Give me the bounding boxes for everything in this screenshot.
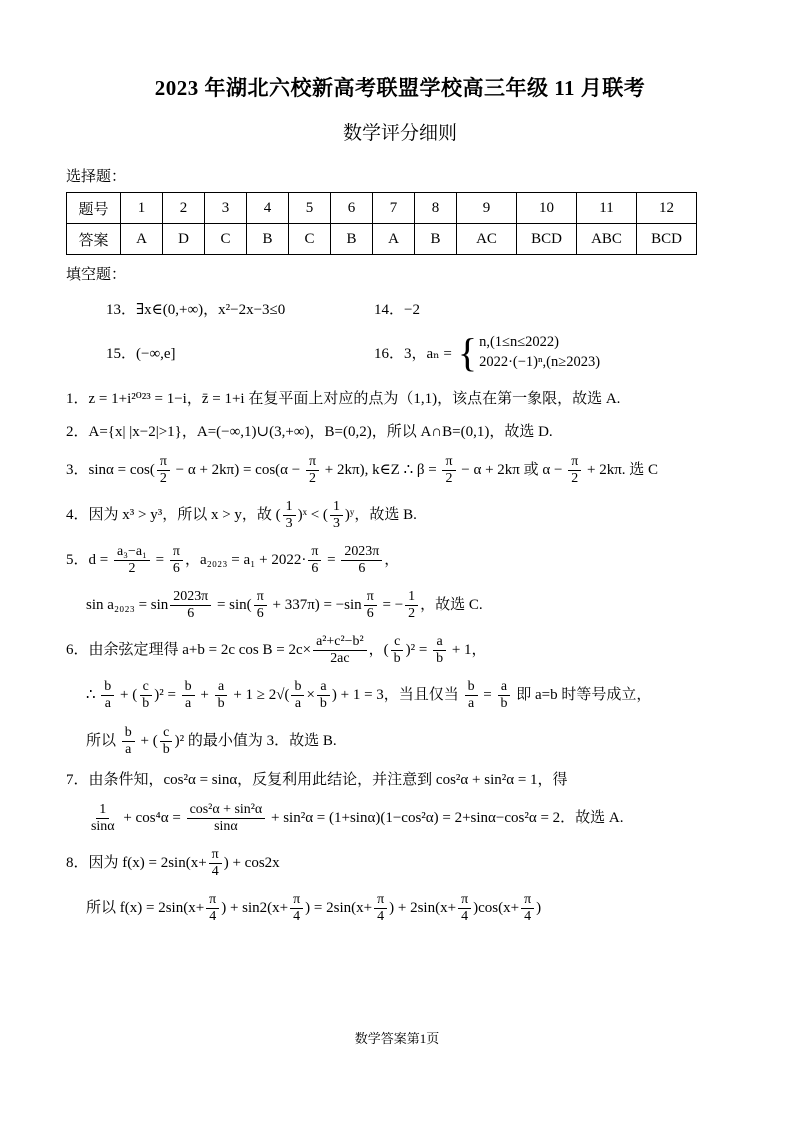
answers-row bbox=[67, 224, 697, 255]
table-cell: 9 bbox=[457, 193, 517, 224]
solution-line: 1．z = 1+i²⁰²³ = 1−i，z̄ = 1+i 在复平面上对应的点为（1,1)，该点在第一象限，故选 A. bbox=[66, 391, 621, 408]
table-cell: 答案 bbox=[67, 224, 121, 255]
page-footer: 数学答案第1页 bbox=[354, 1031, 440, 1046]
fill-answer-16-prefix: 16．3，aₙ = bbox=[374, 346, 452, 363]
table-cell: 3 bbox=[205, 193, 247, 224]
table-cell: 1 bbox=[121, 193, 163, 224]
solution-line: 所以 $\frac{b}{a}$ + ( $\frac{c}{b}$ )² 的最小值为 3．故选 B. bbox=[86, 724, 337, 757]
solution-line: 6．由余弦定理得 a+b = 2c cos B = 2c× $\frac{\text{a²+c²−b²}}{2ac}$ ，( $\frac{c}{b}$ )² = $\frac{a}{b}$ + 1， bbox=[66, 634, 487, 667]
table-cell: 6 bbox=[331, 193, 373, 224]
table-cell: 12 bbox=[637, 193, 697, 224]
table-cell: ABC bbox=[577, 224, 637, 255]
table-cell: C bbox=[289, 224, 331, 255]
solution-line: ∴ $\frac{b}{a}$ + ( $\frac{c}{b}$ )² = $\frac{b}{a}$ + $\frac{a}{b}$ + 1 ≥ 2√( $\frac{b}{a}$ × $\frac{a}{b}$ ) + 1 = 3，当且仅当 $\frac{b}{a}$ = $\frac{a}{b}$ 即 a=b 时等号成立， bbox=[86, 679, 652, 712]
solution-7 bbox=[66, 769, 734, 837]
fill-section-label: 填空题： bbox=[66, 267, 127, 283]
left-brace: { bbox=[457, 329, 478, 375]
table-cell: BCD bbox=[517, 224, 577, 255]
solution-3 bbox=[66, 453, 734, 488]
case-top: n,(1≤n≤2022) bbox=[479, 334, 560, 350]
solution-line: sin a₂₀₂₃ = sin $\frac{2023\pi}{6}$ = sin( $\frac{\pi}{6}$ + 337π) = −sin $\frac{\pi}{6}$ = − $\frac{1}{2}$ ，故选 C. bbox=[86, 589, 483, 622]
table-cell: AC bbox=[457, 224, 517, 255]
fill-answer-13: 13．∃x∈(0,+∞)，x²−2x−3≤0 bbox=[106, 302, 286, 318]
table-cell: B bbox=[415, 224, 457, 255]
solution-5 bbox=[66, 543, 734, 623]
solution-4 bbox=[66, 498, 734, 533]
table-cell: 8 bbox=[415, 193, 457, 224]
fill-row-1 bbox=[66, 298, 734, 319]
table-cell: A bbox=[373, 224, 415, 255]
solution-line: 2．A={x| |x−2|>1}，A=(−∞,1)∪(3,+∞)，B=(0,2)，所以 A∩B=(0,1)，故选 D. bbox=[66, 423, 553, 440]
table-cell: 7 bbox=[373, 193, 415, 224]
fill-answer-16 bbox=[374, 329, 601, 375]
choice-section-label: 选择题： bbox=[66, 169, 127, 185]
solution-line: 所以 f(x) = 2sin(x+ $\frac{\pi}{4}$ ) + sin2(x+ $\frac{\pi}{4}$ ) = 2sin(x+ $\frac{\pi}{4}$ ) + 2sin(x+ $\frac{\pi}{4}$ )cos(x+ $\frac{\pi}{4}$ ) bbox=[86, 892, 542, 925]
piecewise-cases bbox=[457, 329, 601, 375]
page-subtitle: 数学评分细则 bbox=[342, 123, 457, 144]
solution-line: 3．sinα = cos( $\frac{\pi}{2}$ − α + 2kπ) = cos(α − $\frac{\pi}{2}$ + 2kπ), k∈Z ∴ β = $\frac{\pi}{2}$ − α + 2kπ 或 α − $\frac{\pi}{2}$ + 2kπ. 选 C bbox=[66, 454, 659, 487]
solution-1 bbox=[66, 388, 734, 411]
table-cell: D bbox=[163, 224, 205, 255]
table-cell: 4 bbox=[247, 193, 289, 224]
table-cell: BCD bbox=[637, 224, 697, 255]
table-cell: C bbox=[205, 224, 247, 255]
table-cell: B bbox=[331, 224, 373, 255]
case-bottom: 2022·(−1)ⁿ,(n≥2023) bbox=[479, 353, 601, 370]
solutions bbox=[66, 388, 734, 926]
solution-line: 4．因为 x³ > y³，所以 x > y，故 ( $\frac{1}{3}$ )ˣ < ( $\frac{1}{3}$ )ʸ，故选 B. bbox=[66, 499, 417, 532]
solution-2 bbox=[66, 421, 734, 444]
table-cell: 5 bbox=[289, 193, 331, 224]
table-cell: 题号 bbox=[67, 193, 121, 224]
solution-line: 8．因为 f(x) = 2sin(x+ $\frac{\pi}{4}$ ) + cos2x bbox=[66, 847, 280, 880]
table-cell: 10 bbox=[517, 193, 577, 224]
solution-line: 7．由条件知，cos²α = sinα，反复利用此结论，并注意到 cos²α + sin²α = 1，得 bbox=[66, 771, 568, 788]
header-row bbox=[67, 193, 697, 224]
table-cell: 2 bbox=[163, 193, 205, 224]
table-cell: B bbox=[247, 224, 289, 255]
fill-row-2 bbox=[66, 329, 734, 375]
choice-table bbox=[66, 192, 697, 255]
table-cell: A bbox=[121, 224, 163, 255]
solution-8 bbox=[66, 846, 734, 926]
solution-6 bbox=[66, 633, 734, 758]
fill-answer-15: 15．(−∞,e] bbox=[106, 346, 176, 363]
solution-line: 5．d = $\frac{\text{a₃−a₁}}{2}$ = $\frac{\pi}{6}$ ，a₂₀₂₃ = a₁ + 2022· $\frac{\pi}{6}$ = $\frac{2023\pi}{6}$ ， bbox=[66, 544, 400, 577]
fill-answer-14: 14．−2 bbox=[374, 302, 420, 318]
table-cell: 11 bbox=[577, 193, 637, 224]
solution-line: $\frac{1}{\sin\alpha}$ + cos⁴α = $\frac{\text{cos²α + sin²α}}{\sin\alpha}$ + sin²α = (1+sinα)(1−cos²α) = 2+sinα−cos²α = 2．故选 A. bbox=[91, 802, 624, 835]
page-title: 2023 年湖北六校新高考联盟学校高三年级 11 月联考 bbox=[154, 76, 646, 100]
